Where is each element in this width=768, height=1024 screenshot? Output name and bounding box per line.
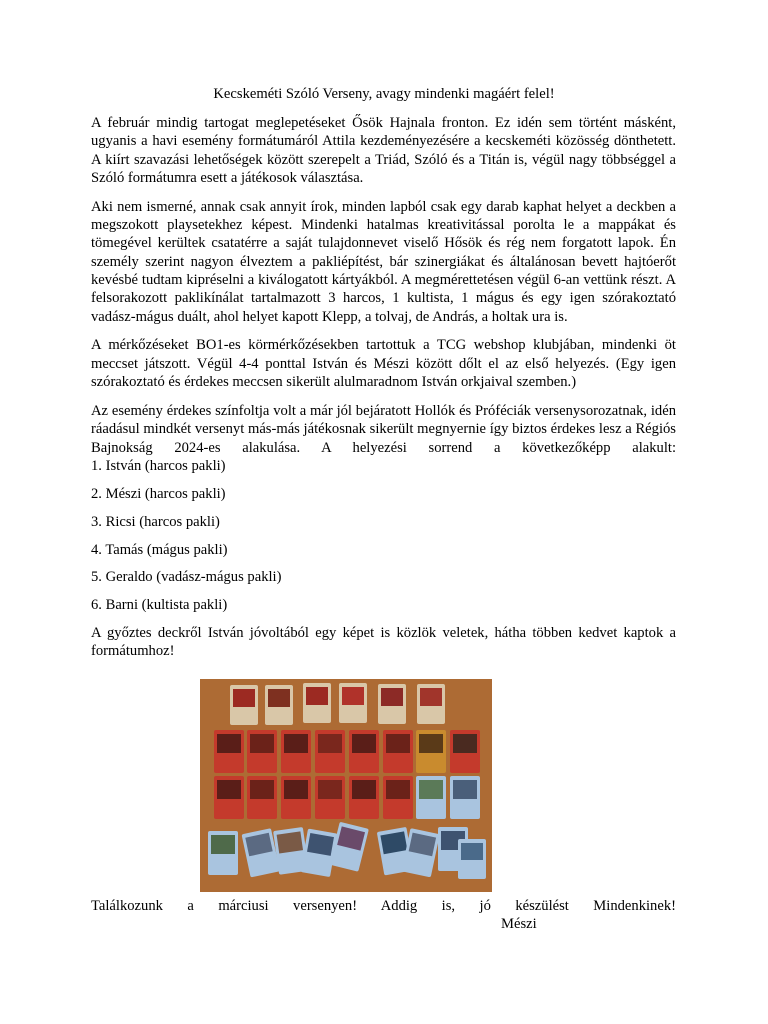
author-signature: Mészi bbox=[501, 916, 537, 932]
standings-item: 3. Ricsi (harcos pakli) bbox=[91, 513, 220, 530]
standings-item: 6. Barni (kultista pakli) bbox=[91, 597, 228, 614]
deck-photo-illustration bbox=[200, 679, 492, 892]
paragraph-intro: A február mindig tartogat meglepetéseket Ősök Hajnala fronton. Ez idén sem történt másként, ugyanis a havi esemény formátumáról Attila kezdeményezésére a kecskeméti közösség dönthetett. A kiírt szavazási lehetőségek között szerepelt a Triád, Szóló és a Titán is, végül nagy többséggel a Szóló formátumra esett a játékosok választása. bbox=[91, 115, 676, 186]
standings-list bbox=[91, 457, 676, 615]
standings-item: 1. István (harcos pakli) bbox=[91, 457, 226, 474]
paragraph-format: Aki nem ismerné, annak csak annyit írok, minden lapból csak egy darab kaphat helyet a deckben a megszokott playsetekhez képest. Mindenki hatalmas kreativitással porolta le a mappákat és tömegével kerültek csatatérre a saját tulajdonnevet viselő Hősök és rég nem forgatott lapok. Én személy szerint nagyon élveztem a pakliépítést, bár szinergiákat és általánosan bevett hajtóerőt kevésbé tudtam kipréselni a kiválogatott kártyákból. A megmérettetésen végül 6-an vettünk részt. A felsorakozott paklikínálat tartalmazott 3 harcos, 1 kultista, 1 mágus és egy igen szórakoztató vadász-mágus duált, ahol helyet kapott Klepp, a tolvaj, de András, a holtak ura is. bbox=[91, 198, 676, 325]
paragraph-series: Az esemény érdekes színfoltja volt a már jól bejáratott Hollók és Próféciák versenysorozatnak, idén ráadásul mindkét versenyt más-más játékosnak sikerült megnyernie így biztos érdekes lesz a Régiós Bajnokság 2024-es alakulása. A helyezési sorrend a következőképp alakult: bbox=[91, 402, 676, 456]
article-body bbox=[91, 114, 676, 671]
paragraph-photo-intro: A győztes deckről István jóvoltából egy képet is közlök veletek, hátha többen kedvet kaptok a formátumhoz! bbox=[91, 625, 676, 660]
paragraph-matches: A mérkőzéseket BO1-es körmérkőzésekben tartottuk a TCG webshop klubjában, mindenki öt meccset játszott. Végül 4-4 ponttal István és Mészi között dőlt el az első helyezés. (Egy igen szórakoztató és érdekes meccsen sikerült alulmaradnom István orkjaival szemben.) bbox=[91, 337, 676, 391]
standings-item: 5. Geraldo (vadász-mágus pakli) bbox=[91, 569, 282, 586]
deck-photo bbox=[200, 679, 492, 892]
standings-item: 2. Mészi (harcos pakli) bbox=[91, 485, 226, 502]
article-title: Kecskeméti Szóló Verseny, avagy mindenki magáért felel! bbox=[213, 86, 555, 102]
closing-line: Találkozunk a márciusi versenyen! Addig is, jó készülést Mindenkinek! bbox=[91, 898, 676, 914]
closing-block bbox=[91, 897, 676, 932]
standings-item: 4. Tamás (mágus pakli) bbox=[91, 541, 228, 558]
